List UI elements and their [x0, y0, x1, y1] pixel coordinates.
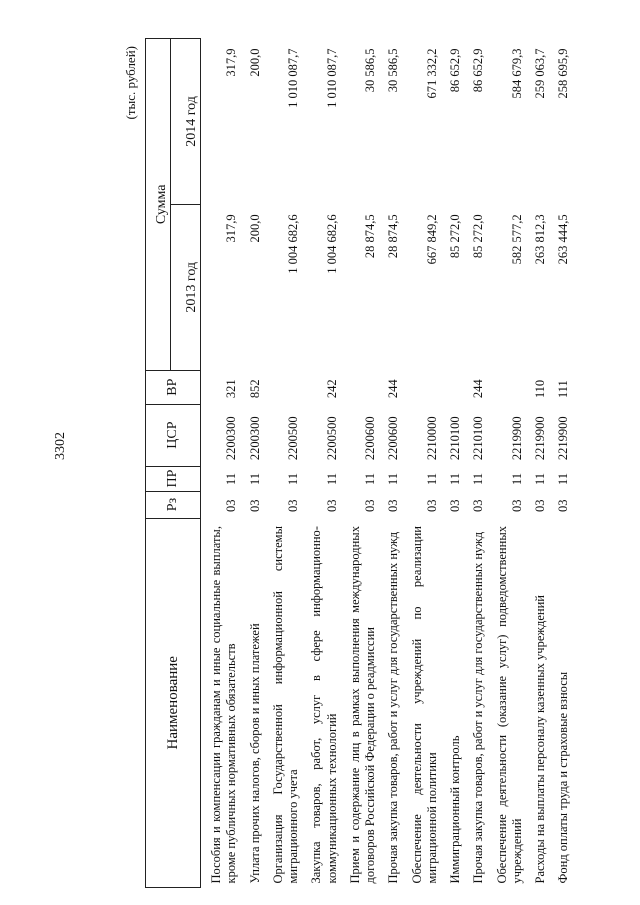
- row-name: Закупка товаров, работ, услуг в сфере информационно-коммуникационных технологий: [309, 526, 339, 884]
- table-row: [263, 39, 302, 888]
- row-name: Пособия и компенсации гражданам и иные социальные выплаты, кроме публичных нормативных обязательств: [209, 526, 239, 884]
- row-sum-2013: 28 874,5: [363, 214, 377, 259]
- row-pr: 11: [556, 473, 571, 486]
- header-name: Наименование: [146, 518, 201, 887]
- row-sum-2013: 582 577,2: [509, 214, 524, 265]
- row-pr: 11: [471, 473, 486, 486]
- row-rz: 03: [471, 499, 486, 513]
- row-sum-2014: 259 063,7: [533, 48, 547, 99]
- row-sum-2013: 263 444,5: [556, 214, 571, 265]
- row-csr: 2210100: [448, 416, 462, 461]
- row-vr: [440, 370, 463, 404]
- row-name: Организация Государственной информационной системы миграционного учета: [270, 526, 300, 884]
- row-sum-2013: 200,0: [247, 214, 262, 243]
- row-sum-2014: 317,9: [224, 48, 239, 77]
- header-csr: ЦСР: [146, 404, 201, 466]
- row-rz: 03: [448, 499, 462, 513]
- row-sum-2013: 28 874,5: [386, 214, 401, 259]
- row-sum-2014: 1 010 087,7: [286, 48, 300, 108]
- header-pr: ПР: [146, 466, 201, 491]
- row-sum-2013: 263 812,3: [533, 214, 547, 265]
- row-sum-2013: 1 004 682,6: [324, 214, 339, 274]
- row-csr: 2200300: [224, 416, 239, 461]
- table-row: [378, 39, 401, 888]
- row-rz: 03: [424, 499, 439, 513]
- table-row: [525, 39, 548, 888]
- table-row: [548, 39, 571, 888]
- row-sum-2014: 30 586,5: [386, 48, 401, 93]
- row-csr: 2219900: [556, 416, 571, 461]
- row-sum-2013: 85 272,0: [471, 214, 486, 259]
- row-rz: 03: [556, 499, 571, 513]
- row-vr: 244: [471, 379, 486, 399]
- row-sum-2013: 85 272,0: [448, 214, 462, 259]
- header-rz: Рз: [146, 491, 201, 518]
- table-row: [463, 39, 486, 888]
- row-csr: 2210000: [424, 416, 439, 461]
- row-vr: 244: [386, 379, 401, 399]
- row-name: Обеспечение деятельности (оказание услуг) подведомственных учреждений: [494, 526, 524, 884]
- row-vr: [340, 370, 379, 404]
- row-sum-2014: 584 679,3: [509, 48, 524, 99]
- row-csr: 2219900: [533, 416, 547, 461]
- row-vr: [487, 370, 526, 404]
- row-csr: 2200300: [247, 416, 262, 461]
- table-row: [440, 39, 463, 888]
- header-sum: Сумма: [146, 39, 171, 371]
- row-vr: 321: [224, 379, 239, 399]
- row-vr: [402, 370, 441, 404]
- row-csr: 2219900: [509, 416, 524, 461]
- row-csr: 2200500: [286, 416, 300, 461]
- row-name: Прием и содержание лиц в рамках выполнения международных договоров Российской Федерации о реадмиссии: [347, 526, 377, 884]
- row-name: Обеспечение деятельности учреждений по реализации миграционной политики: [409, 526, 439, 884]
- table-body: [201, 39, 572, 888]
- row-name: Уплата прочих налогов, сборов и иных платежей: [247, 623, 262, 884]
- row-sum-2014: 671 332,2: [424, 48, 439, 99]
- row-sum-2013: 667 849,2: [424, 214, 439, 265]
- row-pr: 11: [448, 473, 462, 486]
- row-pr: 11: [509, 473, 524, 486]
- row-sum-2013: 317,9: [224, 214, 239, 243]
- row-csr: 2200600: [386, 416, 401, 461]
- row-sum-2014: 200,0: [247, 48, 262, 77]
- row-vr: 111: [556, 380, 571, 399]
- row-rz: 03: [247, 499, 262, 513]
- row-rz: 03: [386, 499, 401, 513]
- row-pr: 11: [286, 473, 300, 486]
- units-label: (тыс. рублей): [123, 46, 138, 120]
- row-pr: 11: [424, 473, 439, 486]
- row-name: Прочая закупка товаров, работ и услуг для государственных нужд: [386, 531, 401, 884]
- row-sum-2014: 1 010 087,7: [324, 48, 339, 108]
- row-sum-2014: 86 652,9: [448, 48, 462, 93]
- row-sum-2014: 258 695,9: [556, 48, 571, 99]
- row-vr: [263, 370, 302, 404]
- row-name: Расходы на выплаты персоналу казенных учреждений: [533, 595, 547, 884]
- rotated-document: [121, 38, 571, 888]
- row-vr: 852: [247, 379, 262, 399]
- row-name: Фонд оплаты труда и страховые взносы: [556, 671, 571, 884]
- row-sum-2014: 30 586,5: [363, 48, 377, 93]
- row-sum-2013: 1 004 682,6: [286, 214, 300, 274]
- budget-table: [145, 38, 572, 888]
- row-rz: 03: [509, 499, 524, 513]
- row-vr: 242: [324, 379, 339, 399]
- header-row-1: [146, 39, 171, 888]
- table-row: [201, 39, 240, 888]
- row-pr: 11: [533, 473, 547, 486]
- row-rz: 03: [363, 499, 377, 513]
- table-row: [240, 39, 263, 888]
- row-csr: 2200600: [363, 416, 377, 461]
- row-rz: 03: [533, 499, 547, 513]
- table-row: [487, 39, 526, 888]
- row-csr: 2200500: [324, 416, 339, 461]
- row-sum-2014: 86 652,9: [471, 48, 486, 93]
- header-2014: 2014 год: [171, 39, 201, 205]
- row-pr: 11: [386, 473, 401, 486]
- row-pr: 11: [324, 473, 339, 486]
- header-vr: ВР: [146, 370, 201, 404]
- row-pr: 11: [247, 473, 262, 486]
- header-2013: 2013 год: [171, 204, 201, 370]
- table-row: [402, 39, 441, 888]
- row-vr: 110: [533, 379, 547, 399]
- row-name: Прочая закупка товаров, работ и услуг для государственных нужд: [471, 531, 486, 884]
- row-csr: 2210100: [471, 416, 486, 461]
- row-rz: 03: [286, 499, 300, 513]
- page-number: 3302: [53, 432, 68, 460]
- row-pr: 11: [363, 473, 377, 486]
- row-rz: 03: [324, 499, 339, 513]
- table-row: [340, 39, 379, 888]
- row-rz: 03: [224, 499, 239, 513]
- row-pr: 11: [224, 473, 239, 486]
- table-row: [301, 39, 340, 888]
- row-name: Иммиграционный контроль: [448, 735, 462, 884]
